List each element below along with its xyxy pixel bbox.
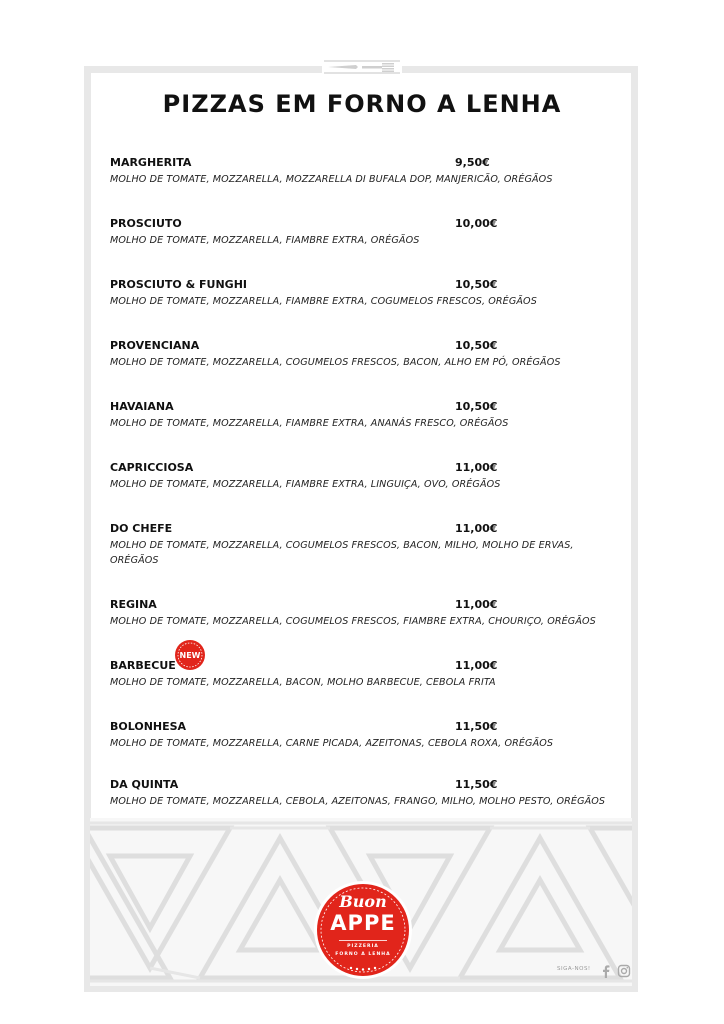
- page-title: PIZZAS EM FORNO A LENHA: [162, 90, 562, 118]
- item-description: MOLHO DE TOMATE, MOZZARELLA, CEBOLA, AZEITONAS, FRANGO, MILHO, MOLHO PESTO, ORÉGÃOS: [110, 796, 606, 807]
- item-price: 11,00€: [455, 598, 498, 611]
- logo-text: APPE: [330, 911, 396, 935]
- item-name: PROSCIUTO: [110, 217, 182, 230]
- item-name: PROVENCIANA: [110, 339, 200, 352]
- logo: [313, 880, 413, 980]
- item-description: MOLHO DE TOMATE, MOZZARELLA, CARNE PICADA, AZEITONAS, CEBOLA ROXA, ORÉGÃOS: [110, 738, 554, 749]
- item-name: PROSCIUTO & FUNGHI: [110, 278, 247, 291]
- new-badge-label: NEW: [179, 651, 201, 660]
- item-description: MOLHO DE TOMATE, MOZZARELLA, BACON, MOLHO BARBECUE, CEBOLA FRITA: [110, 677, 496, 688]
- new-badge-icon: [174, 639, 206, 671]
- item-description: MOLHO DE TOMATE, MOZZARELLA, FIAMBRE EXTRA, ANANÁS FRESCO, ORÉGÃOS: [110, 418, 509, 429]
- item-name: BARBECUE: [110, 659, 176, 672]
- item-price: 11,50€: [455, 778, 498, 791]
- item-description: MOLHO DE TOMATE, MOZZARELLA, MOZZARELLA DI BUFALA DOP, MANJERICÃO, ORÉGÃOS: [110, 174, 553, 185]
- item-price: 11,00€: [455, 522, 498, 535]
- item-name: HAVAIANA: [110, 400, 174, 413]
- item-price: 10,50€: [455, 339, 498, 352]
- item-description: MOLHO DE TOMATE, MOZZARELLA, COGUMELOS FRESCOS, BACON, MILHO, MOLHO DE ERVAS, ORÉGÃOS: [110, 540, 574, 566]
- item-price: 11,00€: [455, 461, 498, 474]
- item-name: MARGHERITA: [110, 156, 192, 169]
- logo-text: Buon: [339, 892, 387, 911]
- instagram-icon[interactable]: [617, 963, 631, 977]
- item-price: 11,00€: [455, 659, 498, 672]
- item-description: MOLHO DE TOMATE, MOZZARELLA, FIAMBRE EXTRA, COGUMELOS FRESCOS, ORÉGÃOS: [110, 296, 537, 307]
- cutlery-icon: [322, 56, 402, 78]
- logo-subtext: PIZZERIA: [347, 944, 379, 949]
- item-name: DA QUINTA: [110, 778, 179, 791]
- item-price: 10,00€: [455, 217, 498, 230]
- item-description: MOLHO DE TOMATE, MOZZARELLA, COGUMELOS FRESCOS, BACON, ALHO EM PÓ, ORÉGÃOS: [110, 357, 561, 368]
- facebook-icon[interactable]: [601, 963, 611, 977]
- item-price: 9,50€: [455, 156, 490, 169]
- social-label: SIGA-NOS!: [557, 966, 591, 972]
- item-name: REGINA: [110, 598, 157, 611]
- item-description: MOLHO DE TOMATE, MOZZARELLA, FIAMBRE EXTRA, ORÉGÃOS: [110, 235, 420, 246]
- item-price: 10,50€: [455, 400, 498, 413]
- item-name: BOLONHESA: [110, 720, 187, 733]
- item-name: CAPRICCIOSA: [110, 461, 194, 474]
- item-description: MOLHO DE TOMATE, MOZZARELLA, COGUMELOS FRESCOS, FIAMBRE EXTRA, CHOURIÇO, ORÉGÃOS: [110, 616, 596, 627]
- item-price: 11,50€: [455, 720, 498, 733]
- item-name: DO CHEFE: [110, 522, 173, 535]
- item-price: 10,50€: [455, 278, 498, 291]
- logo-subtext: FORNO A LENHA: [335, 952, 391, 957]
- item-description: MOLHO DE TOMATE, MOZZARELLA, FIAMBRE EXTRA, LINGUIÇA, OVO, ORÉGÃOS: [110, 479, 501, 490]
